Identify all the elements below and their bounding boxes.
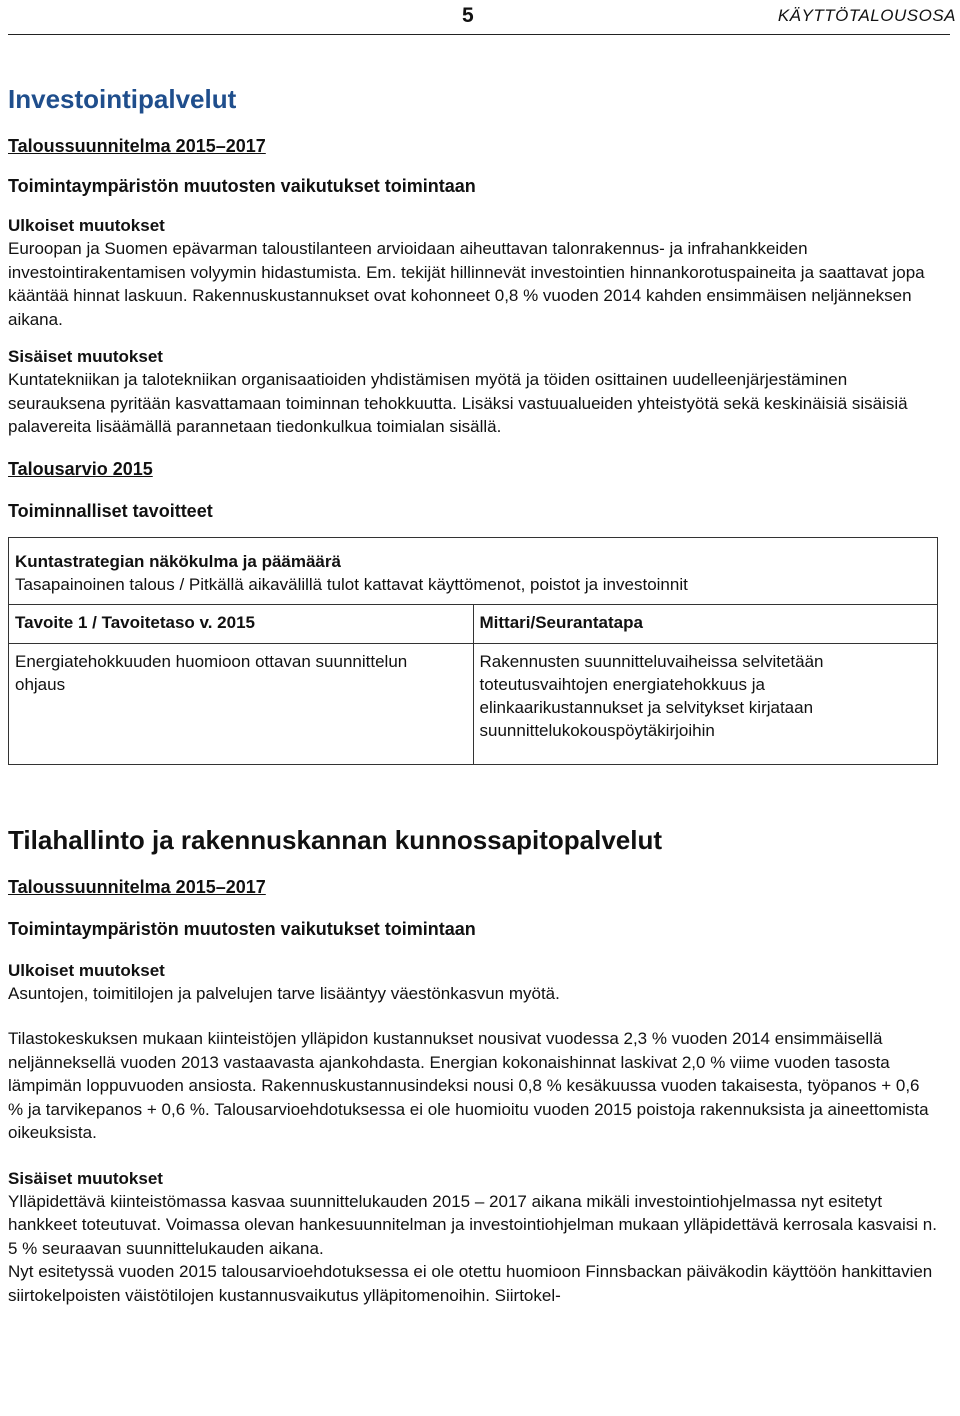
- statistics-text: Tilastokeskuksen mukaan kiinteistöjen ylläpidon kustannukset nousivat vuodessa 2,3 % vuoden 2014 ensimmäisellä neljänneksellä vuoden 2013 vastaavasta ajankohdasta. Energian kokonaishinnat laskivat 2,0 % viime vuoden tasosta lämpimän loppuvuoden ansiosta. Rakennuskustannusindeksi nousi 0,8 % kesäkuussa vuoden takaisesta, työpanos + 0,6 % ja tarvikepanos + 0,6 %. Talousarvioehdotuksessa ei ole huomioitu vuoden 2015 poistoja rakennuksista ja aineettomista oikeuksista.: [8, 1029, 929, 1142]
- goal-text: Energiatehokkuuden huomioon ottavan suunnittelun ohjaus: [15, 651, 408, 694]
- environment-title: Toimintaympäristön muutosten vaikutukset toimintaan: [8, 176, 476, 196]
- header-rule: [8, 34, 950, 35]
- plan-link-2[interactable]: Taloussuunnitelma 2015–2017: [8, 876, 266, 897]
- goals-title: Toiminnalliset tavoitteet: [8, 500, 213, 521]
- metric-column-header: Mittari/Seurantatapa: [473, 604, 938, 643]
- page-number: 5: [462, 4, 474, 27]
- document-body: [8, 80, 938, 1307]
- external-changes-label-2: Ulkoiset muutokset: [8, 960, 165, 980]
- goal-cell: [9, 643, 474, 764]
- strategy-label: Kuntastrategian näkökulma ja päämäärä: [15, 551, 341, 571]
- section-spacer: [8, 765, 938, 821]
- external-changes-text: Euroopan ja Suomen epävarman taloustilanteen arvioidaan aiheuttavan talonrakennus- ja infrahankkeiden investointirakentamisen volyymin hidastumista. Em. tekijät hillinnevät investointien hinnankorotuspaineita ja saattavat jopa kääntää hinnat laskuun. Rakennuskustannukset ovat kohonneet 0,8 % vuoden 2014 kahden ensimmäisen neljänneksen aikana.: [8, 239, 925, 329]
- external-changes-text-2: Asuntojen, toimitilojen ja palvelujen tarve lisääntyy väestönkasvun myötä.: [8, 983, 560, 1003]
- strategy-cell: [9, 537, 938, 604]
- section-title-investment: Investointipalvelut: [8, 84, 237, 114]
- plan-link[interactable]: Taloussuunnitelma 2015–2017: [8, 136, 266, 156]
- metric-cell: [473, 643, 938, 764]
- section-title-facilities: Tilahallinto ja rakennuskannan kunnossapitopalvelut: [8, 824, 662, 855]
- internal-changes-text-2a: Ylläpidettävä kiinteistömassa kasvaa suunnittelukauden 2015 – 2017 aikana mikäli investointiohjelmassa nyt esitetyt hankkeet toteutuvat. Voimassa olevan hankesuunnitelman ja investointiohjelman mukaan ylläpidettävä kerrosala kasvaisi n. 5 % seuraavan suunnittelukauden aikana.: [8, 1191, 937, 1258]
- internal-changes-label-2: Sisäiset muutokset: [8, 1168, 163, 1188]
- internal-changes-label: Sisäiset muutokset: [8, 347, 163, 366]
- internal-changes-text: Kuntatekniikan ja talotekniikan organisaatioiden yhdistämisen myötä ja töiden osittainen uudelleenjärjestäminen seurauksena pyritään kasvattamaan toiminnan tehokkuutta. Lisäksi vastuualueiden yhteistyötä sekä keskinäisiä sisäisiä palavereita lisäämällä parannetaan tiedonkulkua toimialan sisällä.: [8, 370, 908, 436]
- goal-column-header: Tavoite 1 / Tavoitetaso v. 2015: [9, 604, 474, 643]
- metric-text: Rakennusten suunnitteluvaiheissa selvitetään toteutusvaihtojen energiatehokkuus ja elinkaarikustannukset ja selvitykset kirjataan suunnittelukokouspöytäkirjoihin: [479, 651, 824, 740]
- strategy-text: Tasapainoinen talous / Pitkällä aikavälillä tulot kattavat käyttömenot, poistot ja investoinnit: [15, 574, 688, 594]
- internal-changes-text-2b: Nyt esitetyssä vuoden 2015 talousarvioehdotuksessa ei ole otettu huomioon Finnsbackan päiväkodin käyttöön hankittavien siirtokelpoisten väistötilojen kustannusvaikutus ylläpitomenoihin. Siirtokel-: [8, 1262, 933, 1305]
- environment-title-2: Toimintaympäristön muutosten vaikutukset toimintaan: [8, 918, 476, 939]
- budget-link[interactable]: Talousarvio 2015: [8, 458, 153, 479]
- page-header: [0, 0, 960, 40]
- external-changes-label: Ulkoiset muutokset: [8, 216, 165, 235]
- running-title: KÄYTTÖTALOUSOSA: [777, 6, 956, 25]
- goals-table: [8, 537, 938, 765]
